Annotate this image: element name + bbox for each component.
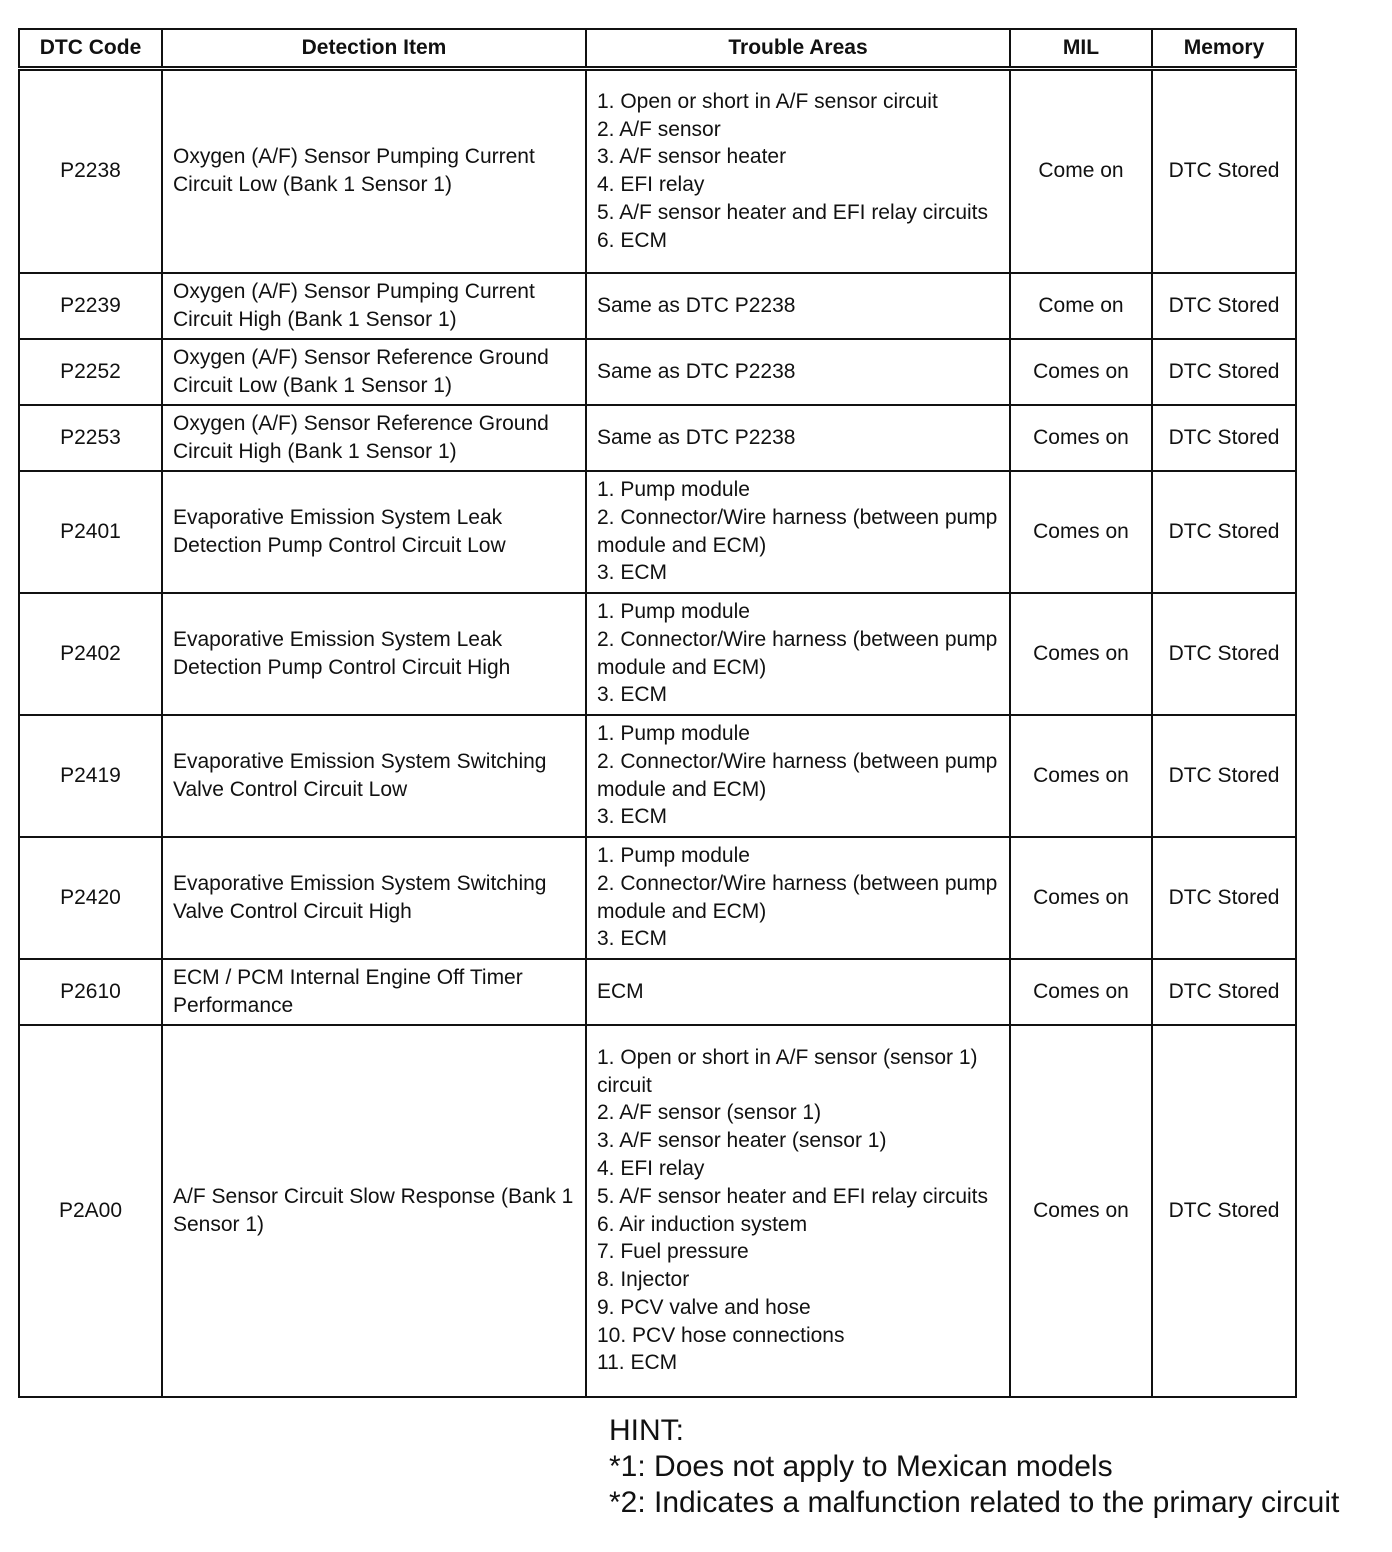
trouble-area-line: ECM bbox=[597, 979, 644, 1003]
table-body bbox=[19, 69, 1296, 1397]
trouble-area-line: 1. Pump module bbox=[597, 477, 750, 501]
trouble-areas-cell bbox=[586, 273, 1010, 339]
trouble-area-line: Same as DTC P2238 bbox=[597, 293, 796, 317]
mil-cell: Comes on bbox=[1010, 593, 1152, 715]
trouble-area-line: Same as DTC P2238 bbox=[597, 425, 796, 449]
trouble-areas-cell bbox=[586, 471, 1010, 593]
dtc-table bbox=[18, 28, 1297, 1398]
detection-item-cell: Oxygen (A/F) Sensor Reference Ground Circuit High (Bank 1 Sensor 1) bbox=[162, 405, 586, 471]
memory-cell: DTC Stored bbox=[1152, 339, 1296, 405]
trouble-area-line: 8. Injector bbox=[597, 1268, 690, 1292]
detection-item-cell: ECM / PCM Internal Engine Off Timer Performance bbox=[162, 959, 586, 1025]
table-row bbox=[19, 339, 1296, 405]
table-row bbox=[19, 471, 1296, 593]
mil-cell: Comes on bbox=[1010, 837, 1152, 959]
dtc-code-cell: P2402 bbox=[19, 593, 162, 715]
trouble-area-line: 3. A/F sensor heater bbox=[597, 145, 787, 169]
memory-cell: DTC Stored bbox=[1152, 471, 1296, 593]
trouble-area-line: 2. Connector/Wire harness (between pump module and ECM) bbox=[597, 627, 998, 679]
table-row bbox=[19, 837, 1296, 959]
memory-cell: DTC Stored bbox=[1152, 715, 1296, 837]
mil-cell: Come on bbox=[1010, 69, 1152, 273]
trouble-area-line: 3. ECM bbox=[597, 683, 668, 707]
table-row bbox=[19, 593, 1296, 715]
memory-cell: DTC Stored bbox=[1152, 273, 1296, 339]
trouble-area-line: 2. Connector/Wire harness (between pump module and ECM) bbox=[597, 871, 998, 923]
memory-cell: DTC Stored bbox=[1152, 1025, 1296, 1397]
trouble-area-line: 5. A/F sensor heater and EFI relay circuits bbox=[597, 1184, 989, 1208]
trouble-area-line: 1. Open or short in A/F sensor circuit bbox=[597, 89, 938, 113]
memory-cell: DTC Stored bbox=[1152, 69, 1296, 273]
table-row bbox=[19, 69, 1296, 273]
trouble-area-line: Same as DTC P2238 bbox=[597, 359, 796, 383]
header-trouble-areas: Trouble Areas bbox=[586, 29, 1010, 69]
trouble-areas-cell bbox=[586, 837, 1010, 959]
table-row bbox=[19, 715, 1296, 837]
detection-item-cell: Oxygen (A/F) Sensor Pumping Current Circuit High (Bank 1 Sensor 1) bbox=[162, 273, 586, 339]
trouble-area-line: 3. ECM bbox=[597, 805, 668, 829]
mil-cell: Comes on bbox=[1010, 959, 1152, 1025]
dtc-code-cell: P2610 bbox=[19, 959, 162, 1025]
hint-title: HINT: bbox=[609, 1414, 684, 1447]
dtc-code-cell: P2252 bbox=[19, 339, 162, 405]
header-dtc-code: DTC Code bbox=[19, 29, 162, 69]
dtc-code-cell: P2253 bbox=[19, 405, 162, 471]
trouble-area-line: 6. ECM bbox=[597, 228, 668, 252]
dtc-code-cell: P2419 bbox=[19, 715, 162, 837]
detection-item-cell: A/F Sensor Circuit Slow Response (Bank 1 Sensor 1) bbox=[162, 1025, 586, 1397]
trouble-area-line: 1. Open or short in A/F sensor (sensor 1) circuit bbox=[597, 1045, 978, 1097]
detection-item-cell: Evaporative Emission System Switching Valve Control Circuit Low bbox=[162, 715, 586, 837]
trouble-area-line: 1. Pump module bbox=[597, 721, 750, 745]
trouble-area-line: 4. EFI relay bbox=[597, 1156, 705, 1180]
dtc-code-cell: P2238 bbox=[19, 69, 162, 273]
mil-cell: Comes on bbox=[1010, 715, 1152, 837]
table-row bbox=[19, 405, 1296, 471]
trouble-areas-cell bbox=[586, 593, 1010, 715]
trouble-area-line: 3. ECM bbox=[597, 927, 668, 951]
memory-cell: DTC Stored bbox=[1152, 837, 1296, 959]
trouble-area-line: 11. ECM bbox=[597, 1351, 678, 1375]
dtc-code-cell: P2401 bbox=[19, 471, 162, 593]
trouble-area-line: 3. ECM bbox=[597, 561, 668, 585]
trouble-area-line: 10. PCV hose connections bbox=[597, 1323, 845, 1347]
trouble-area-line: 4. EFI relay bbox=[597, 173, 705, 197]
trouble-area-line: 7. Fuel pressure bbox=[597, 1240, 749, 1264]
table-row bbox=[19, 1025, 1296, 1397]
hint-block bbox=[609, 1413, 1339, 1521]
header-detection-item: Detection Item bbox=[162, 29, 586, 69]
trouble-area-line: 3. A/F sensor heater (sensor 1) bbox=[597, 1129, 887, 1153]
mil-cell: Comes on bbox=[1010, 405, 1152, 471]
trouble-area-line: 2. Connector/Wire harness (between pump module and ECM) bbox=[597, 749, 998, 801]
trouble-area-line: 1. Pump module bbox=[597, 843, 750, 867]
trouble-area-line: 2. Connector/Wire harness (between pump module and ECM) bbox=[597, 505, 998, 557]
memory-cell: DTC Stored bbox=[1152, 405, 1296, 471]
memory-cell: DTC Stored bbox=[1152, 593, 1296, 715]
trouble-area-line: 2. A/F sensor (sensor 1) bbox=[597, 1101, 822, 1125]
trouble-area-line: 9. PCV valve and hose bbox=[597, 1295, 811, 1319]
trouble-areas-cell bbox=[586, 339, 1010, 405]
header-mil: MIL bbox=[1010, 29, 1152, 69]
detection-item-cell: Evaporative Emission System Switching Valve Control Circuit High bbox=[162, 837, 586, 959]
trouble-areas-cell bbox=[586, 69, 1010, 273]
trouble-areas-cell bbox=[586, 1025, 1010, 1397]
table-row bbox=[19, 959, 1296, 1025]
mil-cell: Comes on bbox=[1010, 471, 1152, 593]
mil-cell: Comes on bbox=[1010, 1025, 1152, 1397]
trouble-area-line: 2. A/F sensor bbox=[597, 117, 721, 141]
table-row bbox=[19, 273, 1296, 339]
trouble-area-line: 1. Pump module bbox=[597, 599, 750, 623]
memory-cell: DTC Stored bbox=[1152, 959, 1296, 1025]
detection-item-cell: Evaporative Emission System Leak Detection Pump Control Circuit High bbox=[162, 593, 586, 715]
hint-line-2: *2: Indicates a malfunction related to the primary circuit bbox=[609, 1486, 1340, 1519]
header-row bbox=[19, 29, 1296, 69]
dtc-code-cell: P2420 bbox=[19, 837, 162, 959]
detection-item-cell: Oxygen (A/F) Sensor Pumping Current Circuit Low (Bank 1 Sensor 1) bbox=[162, 69, 586, 273]
trouble-area-line: 6. Air induction system bbox=[597, 1212, 808, 1236]
detection-item-cell: Evaporative Emission System Leak Detection Pump Control Circuit Low bbox=[162, 471, 586, 593]
header-memory: Memory bbox=[1152, 29, 1296, 69]
trouble-areas-cell bbox=[586, 715, 1010, 837]
trouble-areas-cell bbox=[586, 405, 1010, 471]
trouble-areas-cell bbox=[586, 959, 1010, 1025]
mil-cell: Come on bbox=[1010, 273, 1152, 339]
detection-item-cell: Oxygen (A/F) Sensor Reference Ground Circuit Low (Bank 1 Sensor 1) bbox=[162, 339, 586, 405]
mil-cell: Comes on bbox=[1010, 339, 1152, 405]
table-header bbox=[19, 29, 1296, 69]
dtc-code-cell: P2239 bbox=[19, 273, 162, 339]
dtc-code-cell: P2A00 bbox=[19, 1025, 162, 1397]
hint-line-1: *1: Does not apply to Mexican models bbox=[609, 1450, 1113, 1483]
trouble-area-line: 5. A/F sensor heater and EFI relay circuits bbox=[597, 201, 989, 225]
